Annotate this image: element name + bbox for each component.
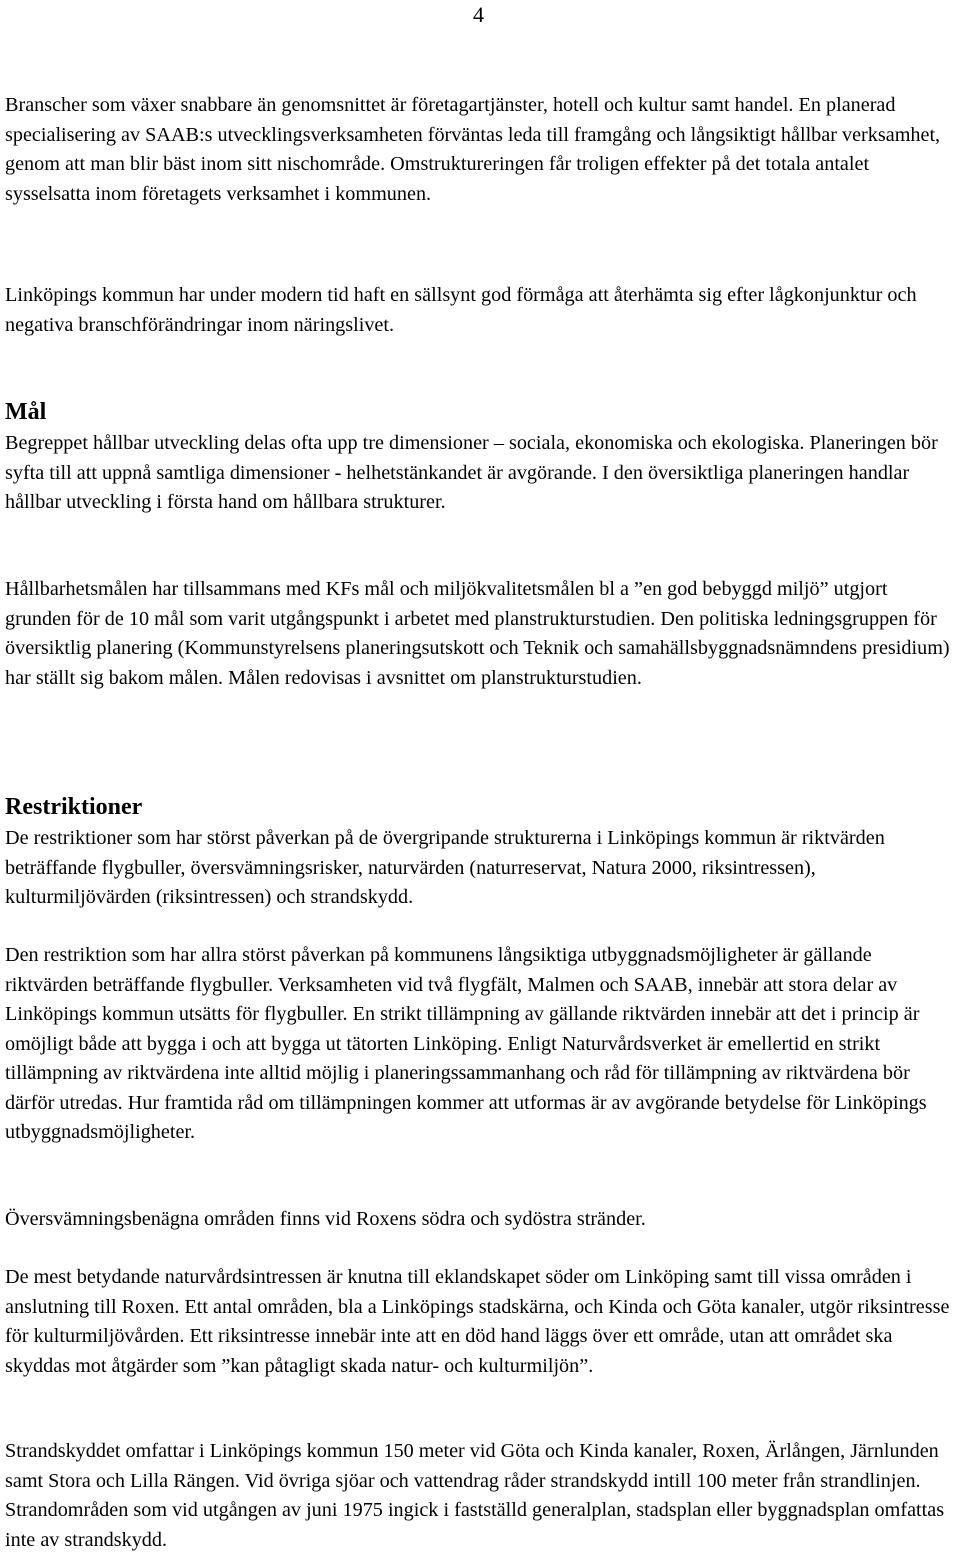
paragraph-linkoping-recovery: Linköpings kommun har under modern tid haft en sällsynt god förmåga att återhämta sig efter lågkonjunktur och negativa branschförändringar inom näringslivet. [5,284,917,336]
paragraph-branscher: Branscher som växer snabbare än genomsnittet är företagartjänster, hotell och kultur samt handel. En planerad specialisering av SAAB:s utvecklingsverksamheten förväntas leda till framgång och långsiktigt hållbar verksamhet, genom att man blir bäst inom sitt nischområde. Omstruktureringen får troligen effekter på det totala antalet sysselsatta inom företagets verksamhet i kommunen. [5,94,941,205]
paragraph-hallbar-utveckling: Begreppet hållbar utveckling delas ofta upp tre dimensioner – sociala, ekonomiska och ekologiska. Planeringen bör syfta till att uppnå samtliga dimensioner - helhetstänkandet är avgörande. I den översiktliga planeringen handlar hållbar utveckling i första hand om hållbara strukturer. [5,432,938,513]
paragraph-oversvamning: Översvämningsbenägna områden finns vid Roxens södra och sydöstra stränder. [5,1208,646,1230]
page-number: 4 [473,2,484,27]
paragraph-flygbuller: Den restriktion som har allra störst påverkan på kommunens långsiktiga utbyggnadsmöjligheter är gällande riktvärden beträffande flygbuller. Verksamheten vid två flygfält, Malmen och SAAB, innebär att stora delar av Linköpings kommun utsätts för flygbuller. En strikt tillämpning av gällande riktvärden innebär att det i princip är omöjligt både att bygga i och att bygga ut tätorten Linköping. Enligt Naturvårdsverket är emellertid en strikt tillämpning av riktvärdena inte alltid möjlig i planeringssammanhang och råd för tillämpning av riktvärdena bör därför utredas. Hur framtida råd om tillämpningen kommer att utformas är av avgörande betydelse för Linköpings utbyggnadsmöjligheter. [5,944,927,1143]
heading-restriktioner: Restriktioner [5,794,143,820]
paragraph-hallbarhetsmalen: Hållbarhetsmålen har tillsammans med KFs mål och miljökvalitetsmålen bl a ”en god bebyggd miljö” utgjort grunden för de 10 mål som varit utgångspunkt i arbetet med planstrukturstudien. Den politiska ledningsgruppen för översiktlig planering (Kommunstyrelsens planeringsutskott och Teknik och samahällsbyggnadsnämndens presidium) har ställt sig bakom målen. Målen redovisas i avsnittet om planstrukturstudien. [5,578,950,689]
paragraph-strandskydd: Strandskyddet omfattar i Linköpings kommun 150 meter vid Göta och Kinda kanaler, Roxen, Ärlången, Järnlunden samt Stora och Lilla Rängen. Vid övriga sjöar och vattendrag råder strandskydd intill 100 meter från strandlinjen. Strandområden som vid utgången av juni 1975 ingick i fastställd generalplan, stadsplan eller byggnadsplan omfattas inte av strandskydd. [5,1440,945,1551]
paragraph-naturvardsintressen: De mest betydande naturvårdsintressen är knutna till eklandskapet söder om Linköping samt till vissa områden i anslutning till Roxen. Ett antal områden, bla a Linköpings stadskärna, och Kinda och Göta kanaler, utgör riksintresse för kulturmiljövården. Ett riksintresse innebär inte att en död hand läggs över ett område, utan att området ska skyddas mot åtgärder som ”kan påtagligt skada natur- och kulturmiljön”. [5,1266,950,1377]
paragraph-restriktioner-overview: De restriktioner som har störst påverkan på de övergripande strukturerna i Linköpings kommun är riktvärden beträffande flygbuller, översvämningsrisker, naturvärden (naturreservat, Natura 2000, riksintressen), kulturmiljövärden (riksintressen) och strandskydd. [5,827,885,908]
heading-mal: Mål [5,399,47,425]
